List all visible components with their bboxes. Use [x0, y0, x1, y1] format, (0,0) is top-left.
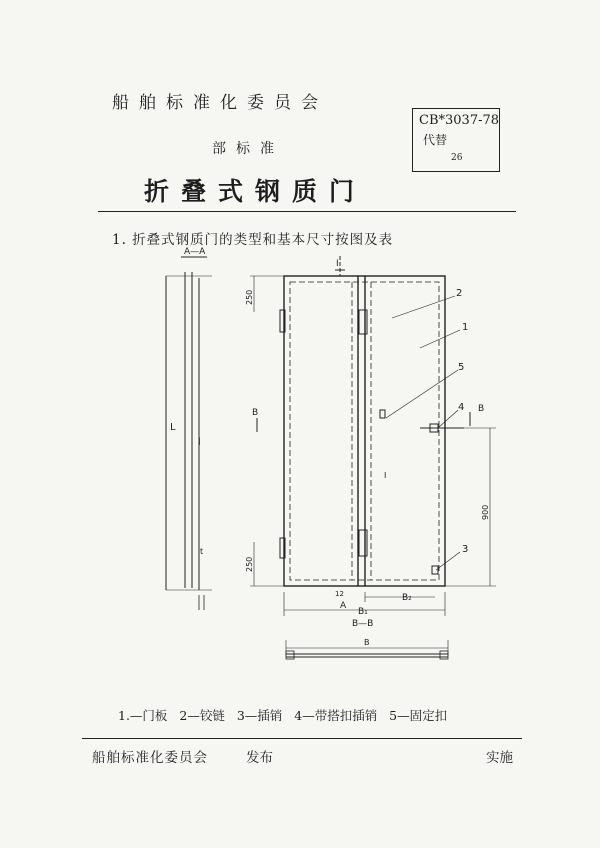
dim-B2-label: B₂ [402, 593, 412, 603]
callout-1: 1 [462, 322, 469, 333]
dim-900-label: 900 [481, 504, 490, 520]
dim-B-label: B [364, 638, 370, 647]
standard-code-box [412, 108, 500, 172]
footer-implemented: 实施 [486, 750, 513, 766]
dim-L-label: L [170, 422, 176, 433]
section-heading: 1. 折叠式钢质门的类型和基本尺寸按图及表 [112, 232, 394, 248]
door-elevation [250, 256, 496, 616]
dim-250-top-label: 250 [245, 289, 254, 305]
footer-organization: 船舶标准化委员会 [92, 750, 208, 766]
standard-level-subtitle: 部标准 [212, 141, 284, 157]
section-I-label: I [336, 259, 339, 269]
bottom-section-label: B—B [352, 619, 374, 629]
callout-4: 4 [458, 402, 465, 413]
standard-code: CB*3037-78 [419, 113, 500, 128]
page-number: 26 [451, 153, 463, 163]
mid-I-label: I [384, 471, 387, 480]
section-B-left-label: B [252, 408, 259, 418]
footer-divider [82, 738, 522, 739]
document-title: 折叠式钢质门 [144, 177, 367, 206]
section-B-right-label: B [478, 404, 485, 414]
callout-2: 2 [456, 288, 463, 299]
callout-3: 3 [462, 544, 469, 555]
footer-issued: 发布 [246, 750, 273, 766]
dim-250-bottom-label: 250 [245, 556, 254, 572]
organization-header: 船舶标准化委员会 [112, 93, 328, 113]
dim-t-label: t [200, 547, 204, 556]
dim-12-label: 12 [335, 590, 344, 598]
callout-5: 5 [458, 362, 465, 373]
section-A-label: A [340, 601, 347, 611]
header-divider [98, 211, 516, 212]
parts-legend: 1.—门板 2—铰链 3—插销 4—带搭扣插销 5—固定扣 [118, 708, 448, 723]
side-section-view [166, 257, 212, 610]
replaces-label: 代替 [423, 133, 448, 147]
side-section-label: A—A [184, 247, 206, 257]
dim-l-label: l [198, 437, 201, 448]
technical-drawing [150, 246, 520, 666]
dim-B1-label: B₁ [358, 607, 368, 617]
